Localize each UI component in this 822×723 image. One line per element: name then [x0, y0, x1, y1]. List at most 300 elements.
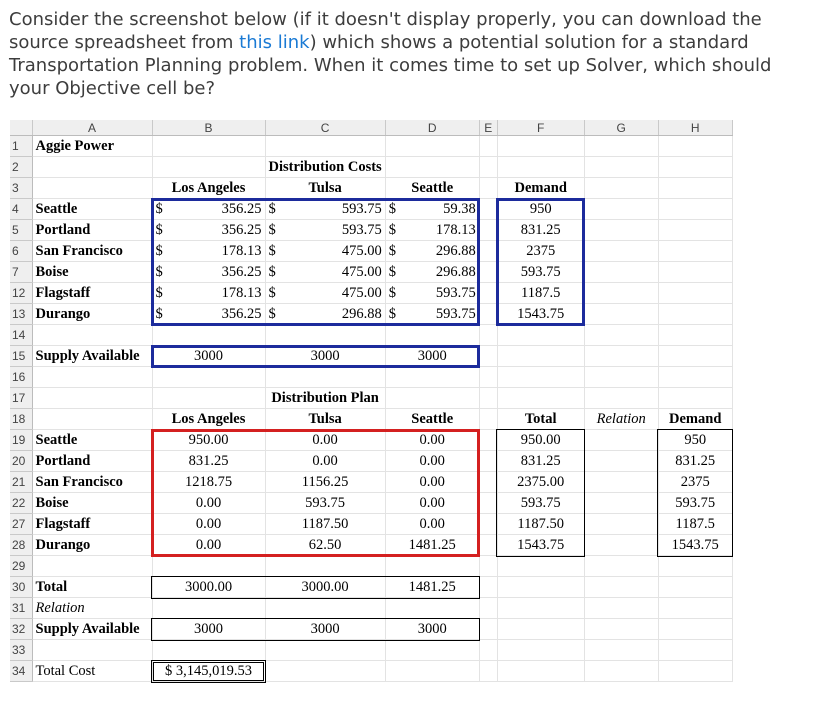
- cell-g32[interactable]: [584, 619, 658, 640]
- cell-c31[interactable]: [265, 598, 385, 619]
- cell-e29[interactable]: [479, 556, 497, 577]
- cell-c19[interactable]: [265, 430, 385, 451]
- cell-value: Flagstaff: [35, 284, 91, 301]
- cell-g16[interactable]: [584, 367, 658, 388]
- cell-c27[interactable]: [265, 514, 385, 535]
- cell-a31[interactable]: [32, 598, 152, 619]
- row-header-33[interactable]: 33: [10, 640, 32, 661]
- cell-value: 1156.25: [301, 473, 349, 490]
- cell-d28[interactable]: [385, 535, 479, 556]
- cell-value: Durango: [35, 305, 91, 322]
- cell-g27[interactable]: [584, 514, 658, 535]
- currency-symbol: $: [388, 305, 396, 322]
- cell-h33[interactable]: [658, 640, 732, 661]
- cell-b29[interactable]: [152, 556, 265, 577]
- row-header-5[interactable]: 5: [10, 220, 32, 241]
- row-header-20[interactable]: 20: [10, 451, 32, 472]
- cell-f2[interactable]: [497, 157, 584, 178]
- cell-f34[interactable]: [497, 661, 584, 682]
- cell-e1[interactable]: [479, 136, 497, 157]
- cell-e17[interactable]: [479, 388, 497, 409]
- cell-value: 1543.75: [671, 536, 719, 553]
- cell-c33[interactable]: [265, 640, 385, 661]
- cell-e13[interactable]: [479, 304, 497, 325]
- sheet-row-2: [10, 157, 732, 178]
- cell-f22[interactable]: [497, 493, 584, 514]
- select-all-corner[interactable]: [10, 120, 32, 136]
- column-header-g[interactable]: G: [584, 120, 658, 136]
- cell-a27[interactable]: [32, 514, 152, 535]
- cell-g17[interactable]: [584, 388, 658, 409]
- cell-h15[interactable]: [658, 346, 732, 367]
- cell-value: 593.75: [520, 494, 561, 511]
- cell-b21[interactable]: [152, 472, 265, 493]
- cell-a6[interactable]: [32, 241, 152, 262]
- cell-d3[interactable]: [385, 178, 479, 199]
- cell-h14[interactable]: [658, 325, 732, 346]
- cell-h3[interactable]: [658, 178, 732, 199]
- cell-c2[interactable]: [265, 157, 385, 178]
- cell-e32[interactable]: [479, 619, 497, 640]
- cell-e28[interactable]: [479, 535, 497, 556]
- cell-c28[interactable]: [265, 535, 385, 556]
- cell-f3[interactable]: [497, 178, 584, 199]
- cell-f29[interactable]: [497, 556, 584, 577]
- currency-value: [156, 306, 262, 323]
- cell-f19[interactable]: [497, 430, 584, 451]
- cell-value: Relation: [596, 410, 646, 427]
- cell-value: Flagstaff: [35, 515, 91, 532]
- row-header-32[interactable]: 32: [10, 619, 32, 640]
- cell-b3[interactable]: [152, 178, 265, 199]
- cell-d2[interactable]: [385, 157, 479, 178]
- cell-g7[interactable]: [584, 262, 658, 283]
- sheet-row-5: [10, 220, 732, 241]
- cell-d5[interactable]: [385, 220, 479, 241]
- cell-c29[interactable]: [265, 556, 385, 577]
- currency-value: [389, 285, 476, 302]
- cell-a14[interactable]: [32, 325, 152, 346]
- cell-a1[interactable]: [32, 136, 152, 157]
- cell-e18[interactable]: [479, 409, 497, 430]
- cell-a22[interactable]: [32, 493, 152, 514]
- cell-g4[interactable]: [584, 199, 658, 220]
- cell-e5[interactable]: [479, 220, 497, 241]
- cell-d6[interactable]: [385, 241, 479, 262]
- cell-g22[interactable]: [584, 493, 658, 514]
- currency-symbol: $: [155, 242, 163, 259]
- cell-h4[interactable]: [658, 199, 732, 220]
- cell-d18[interactable]: [385, 409, 479, 430]
- cell-h20[interactable]: [658, 451, 732, 472]
- cell-c30[interactable]: [265, 577, 385, 598]
- cell-h32[interactable]: [658, 619, 732, 640]
- currency-symbol: $: [388, 221, 396, 238]
- cell-g18[interactable]: [584, 409, 658, 430]
- column-header-c[interactable]: C: [265, 120, 385, 136]
- cell-f28[interactable]: [497, 535, 584, 556]
- cell-c15[interactable]: [265, 346, 385, 367]
- row-header-1[interactable]: 1: [10, 136, 32, 157]
- cell-h1[interactable]: [658, 136, 732, 157]
- cell-d19[interactable]: [385, 430, 479, 451]
- cell-e22[interactable]: [479, 493, 497, 514]
- cell-value: 356.25: [221, 221, 262, 238]
- cell-g29[interactable]: [584, 556, 658, 577]
- cell-b27[interactable]: [152, 514, 265, 535]
- cell-e16[interactable]: [479, 367, 497, 388]
- cell-g19[interactable]: [584, 430, 658, 451]
- cell-c21[interactable]: [265, 472, 385, 493]
- cell-a15[interactable]: [32, 346, 152, 367]
- cell-a19[interactable]: [32, 430, 152, 451]
- currency-symbol: $: [268, 284, 276, 301]
- cell-g15[interactable]: [584, 346, 658, 367]
- sheet-row-31: [10, 598, 732, 619]
- row-header-27[interactable]: 27: [10, 514, 32, 535]
- cell-h21[interactable]: [658, 472, 732, 493]
- cell-f32[interactable]: [497, 619, 584, 640]
- cell-b6[interactable]: [152, 241, 265, 262]
- cell-c3[interactable]: [265, 178, 385, 199]
- cell-c12[interactable]: [265, 283, 385, 304]
- currency-value: [269, 306, 382, 323]
- row-header-4[interactable]: 4: [10, 199, 32, 220]
- column-header-f[interactable]: F: [497, 120, 584, 136]
- cell-b30[interactable]: [152, 577, 265, 598]
- cell-a4[interactable]: [32, 199, 152, 220]
- row-header-13[interactable]: 13: [10, 304, 32, 325]
- cell-f18[interactable]: [497, 409, 584, 430]
- row-header-28[interactable]: 28: [10, 535, 32, 556]
- cell-e7[interactable]: [479, 262, 497, 283]
- currency-value: [389, 264, 476, 281]
- cell-a2[interactable]: [32, 157, 152, 178]
- cell-h18[interactable]: [658, 409, 732, 430]
- cell-g20[interactable]: [584, 451, 658, 472]
- cell-f4[interactable]: [497, 199, 584, 220]
- cell-h5[interactable]: [658, 220, 732, 241]
- cell-d4[interactable]: [385, 199, 479, 220]
- cell-d30[interactable]: [385, 577, 479, 598]
- cell-b15[interactable]: [152, 346, 265, 367]
- cell-a13[interactable]: [32, 304, 152, 325]
- cell-value: Distribution Costs: [268, 158, 382, 175]
- cell-f13[interactable]: [497, 304, 584, 325]
- cell-b2[interactable]: [152, 157, 265, 178]
- cell-e2[interactable]: [479, 157, 497, 178]
- cell-g12[interactable]: [584, 283, 658, 304]
- sheet-row-34: [10, 661, 732, 682]
- source-spreadsheet-link[interactable]: this link: [239, 32, 310, 53]
- cell-b16[interactable]: [152, 367, 265, 388]
- cell-h31[interactable]: [658, 598, 732, 619]
- cell-c4[interactable]: [265, 199, 385, 220]
- cell-f31[interactable]: [497, 598, 584, 619]
- cell-b28[interactable]: [152, 535, 265, 556]
- cell-g6[interactable]: [584, 241, 658, 262]
- question-text-start: Consider the screenshot below (if it doesn't display properly, you can download the source spreadsheet from: [9, 9, 762, 53]
- cell-e15[interactable]: [479, 346, 497, 367]
- sheet-row-21: [10, 472, 732, 493]
- cell-e3[interactable]: [479, 178, 497, 199]
- cell-b31[interactable]: [152, 598, 265, 619]
- cell-f12[interactable]: [497, 283, 584, 304]
- cell-a20[interactable]: [32, 451, 152, 472]
- cell-f1[interactable]: [497, 136, 584, 157]
- cell-value: 475.00: [341, 284, 382, 301]
- cell-f6[interactable]: [497, 241, 584, 262]
- cell-b14[interactable]: [152, 325, 265, 346]
- cell-d15[interactable]: [385, 346, 479, 367]
- cell-h12[interactable]: [658, 283, 732, 304]
- sheet-row-16: [10, 367, 732, 388]
- cell-f16[interactable]: [497, 367, 584, 388]
- cell-value: 59.38: [443, 200, 476, 217]
- cell-a29[interactable]: [32, 556, 152, 577]
- cell-value: 1543.75: [517, 536, 565, 553]
- cell-a12[interactable]: [32, 283, 152, 304]
- sheet-row-6: [10, 241, 732, 262]
- cell-h16[interactable]: [658, 367, 732, 388]
- cell-e12[interactable]: [479, 283, 497, 304]
- sheet-row-28: [10, 535, 732, 556]
- currency-value: [269, 264, 382, 281]
- cell-f33[interactable]: [497, 640, 584, 661]
- cell-a5[interactable]: [32, 220, 152, 241]
- cell-h13[interactable]: [658, 304, 732, 325]
- cell-f30[interactable]: [497, 577, 584, 598]
- cell-g21[interactable]: [584, 472, 658, 493]
- cell-a18[interactable]: [32, 409, 152, 430]
- question-text-end: ) which shows a potential solution for a standard Transportation Planning problem. When it comes time to set up Solver, which should your Objective cell be?: [9, 32, 772, 99]
- cell-value: 1218.75: [184, 473, 233, 490]
- cell-c18[interactable]: [265, 409, 385, 430]
- cell-value: Total: [35, 578, 68, 595]
- cell-f5[interactable]: [497, 220, 584, 241]
- cell-b1[interactable]: [152, 136, 265, 157]
- cell-f21[interactable]: [497, 472, 584, 493]
- cell-e30[interactable]: [479, 577, 497, 598]
- cell-e20[interactable]: [479, 451, 497, 472]
- cell-e14[interactable]: [479, 325, 497, 346]
- cell-c1[interactable]: [265, 136, 385, 157]
- cell-a16[interactable]: [32, 367, 152, 388]
- cell-d16[interactable]: [385, 367, 479, 388]
- cell-b4[interactable]: [152, 199, 265, 220]
- cell-g30[interactable]: [584, 577, 658, 598]
- cell-g13[interactable]: [584, 304, 658, 325]
- cell-f7[interactable]: [497, 262, 584, 283]
- column-header-h[interactable]: H: [658, 120, 732, 136]
- cell-b7[interactable]: [152, 262, 265, 283]
- cell-h6[interactable]: [658, 241, 732, 262]
- sheet-row-13: [10, 304, 732, 325]
- cell-h2[interactable]: [658, 157, 732, 178]
- cell-e21[interactable]: [479, 472, 497, 493]
- row-header-18[interactable]: 18: [10, 409, 32, 430]
- cell-value: 2375: [526, 242, 556, 259]
- cell-f14[interactable]: [497, 325, 584, 346]
- cell-d34[interactable]: [385, 661, 479, 682]
- cell-g33[interactable]: [584, 640, 658, 661]
- cell-g5[interactable]: [584, 220, 658, 241]
- cell-value: Boise: [35, 494, 69, 511]
- cell-value: 0.00: [312, 431, 338, 448]
- row-header-2[interactable]: 2: [10, 157, 32, 178]
- column-header-d[interactable]: D: [385, 120, 479, 136]
- cell-h30[interactable]: [658, 577, 732, 598]
- cell-a34[interactable]: [32, 661, 152, 682]
- column-header-b[interactable]: B: [152, 120, 265, 136]
- cell-e33[interactable]: [479, 640, 497, 661]
- row-header-6[interactable]: 6: [10, 241, 32, 262]
- cell-f27[interactable]: [497, 514, 584, 535]
- cell-b20[interactable]: [152, 451, 265, 472]
- cell-c32[interactable]: [265, 619, 385, 640]
- cell-c7[interactable]: [265, 262, 385, 283]
- cell-d33[interactable]: [385, 640, 479, 661]
- cell-value: 0.00: [195, 536, 222, 553]
- cell-b34[interactable]: [152, 661, 265, 682]
- cell-b19[interactable]: [152, 430, 265, 451]
- cell-a33[interactable]: [32, 640, 152, 661]
- cell-b13[interactable]: [152, 304, 265, 325]
- cell-value: 296.88: [435, 242, 476, 259]
- cell-e19[interactable]: [479, 430, 497, 451]
- cell-e4[interactable]: [479, 199, 497, 220]
- sheet-row-3: [10, 178, 732, 199]
- row-header-21[interactable]: 21: [10, 472, 32, 493]
- cell-b12[interactable]: [152, 283, 265, 304]
- column-header-e[interactable]: E: [479, 120, 497, 136]
- cell-d20[interactable]: [385, 451, 479, 472]
- cell-d12[interactable]: [385, 283, 479, 304]
- row-header-29[interactable]: 29: [10, 556, 32, 577]
- cell-b5[interactable]: [152, 220, 265, 241]
- cell-d31[interactable]: [385, 598, 479, 619]
- row-header-15[interactable]: 15: [10, 346, 32, 367]
- cell-c22[interactable]: [265, 493, 385, 514]
- cell-c16[interactable]: [265, 367, 385, 388]
- cell-b32[interactable]: [152, 619, 265, 640]
- cell-a30[interactable]: [32, 577, 152, 598]
- cell-c6[interactable]: [265, 241, 385, 262]
- row-header-16[interactable]: 16: [10, 367, 32, 388]
- currency-symbol: $: [388, 284, 396, 301]
- cell-h19[interactable]: [658, 430, 732, 451]
- cell-value: 0.00: [195, 515, 222, 532]
- cell-d7[interactable]: [385, 262, 479, 283]
- currency-symbol: $: [155, 200, 163, 217]
- row-header-22[interactable]: 22: [10, 493, 32, 514]
- cell-d22[interactable]: [385, 493, 479, 514]
- cell-h7[interactable]: [658, 262, 732, 283]
- row-header-7[interactable]: 7: [10, 262, 32, 283]
- row-header-12[interactable]: 12: [10, 283, 32, 304]
- row-header-30[interactable]: 30: [10, 577, 32, 598]
- cell-h34[interactable]: [658, 661, 732, 682]
- cell-h22[interactable]: [658, 493, 732, 514]
- cell-f20[interactable]: [497, 451, 584, 472]
- cell-h29[interactable]: [658, 556, 732, 577]
- cell-c13[interactable]: [265, 304, 385, 325]
- sheet-row-29: [10, 556, 732, 577]
- cell-value: 0.00: [419, 494, 445, 511]
- cell-g1[interactable]: [584, 136, 658, 157]
- cell-value: 2375.00: [517, 473, 565, 490]
- cell-d32[interactable]: [385, 619, 479, 640]
- cell-c14[interactable]: [265, 325, 385, 346]
- cell-d14[interactable]: [385, 325, 479, 346]
- cell-g14[interactable]: [584, 325, 658, 346]
- cell-b33[interactable]: [152, 640, 265, 661]
- cell-f15[interactable]: [497, 346, 584, 367]
- cell-value: 593.75: [675, 494, 716, 511]
- cell-value: $ 3,145,019.53: [165, 662, 252, 679]
- row-header-3[interactable]: 3: [10, 178, 32, 199]
- cell-c34[interactable]: [265, 661, 385, 682]
- cell-c20[interactable]: [265, 451, 385, 472]
- currency-symbol: $: [388, 263, 396, 280]
- cell-a17[interactable]: [32, 388, 152, 409]
- cell-a3[interactable]: [32, 178, 152, 199]
- cell-a32[interactable]: [32, 619, 152, 640]
- cell-g2[interactable]: [584, 157, 658, 178]
- cell-e6[interactable]: [479, 241, 497, 262]
- row-header-34[interactable]: 34: [10, 661, 32, 682]
- row-header-31[interactable]: 31: [10, 598, 32, 619]
- cell-value: 475.00: [341, 242, 382, 259]
- cell-c17[interactable]: [265, 388, 385, 409]
- cell-h17[interactable]: [658, 388, 732, 409]
- cell-d17[interactable]: [385, 388, 479, 409]
- row-header-19[interactable]: 19: [10, 430, 32, 451]
- column-header-a[interactable]: A: [32, 120, 152, 136]
- cell-f17[interactable]: [497, 388, 584, 409]
- cell-d21[interactable]: [385, 472, 479, 493]
- cell-a21[interactable]: [32, 472, 152, 493]
- cell-value: 593.75: [435, 305, 476, 322]
- cell-b18[interactable]: [152, 409, 265, 430]
- row-header-17[interactable]: 17: [10, 388, 32, 409]
- cell-b17[interactable]: [152, 388, 265, 409]
- cell-d1[interactable]: [385, 136, 479, 157]
- cell-e27[interactable]: [479, 514, 497, 535]
- cell-a7[interactable]: [32, 262, 152, 283]
- cell-e31[interactable]: [479, 598, 497, 619]
- cell-value: Total Cost: [35, 662, 96, 679]
- cell-d27[interactable]: [385, 514, 479, 535]
- cell-a28[interactable]: [32, 535, 152, 556]
- cell-g3[interactable]: [584, 178, 658, 199]
- cell-value: 0.00: [195, 494, 222, 511]
- cell-g28[interactable]: [584, 535, 658, 556]
- cell-g31[interactable]: [584, 598, 658, 619]
- cell-b22[interactable]: [152, 493, 265, 514]
- cell-value: 0.00: [419, 431, 445, 448]
- cell-e34[interactable]: [479, 661, 497, 682]
- cell-value: 3000: [194, 620, 223, 637]
- cell-d13[interactable]: [385, 304, 479, 325]
- row-header-14[interactable]: 14: [10, 325, 32, 346]
- cell-d29[interactable]: [385, 556, 479, 577]
- cell-h28[interactable]: [658, 535, 732, 556]
- cell-h27[interactable]: [658, 514, 732, 535]
- currency-value: [156, 285, 262, 302]
- cell-c5[interactable]: [265, 220, 385, 241]
- cell-g34[interactable]: [584, 661, 658, 682]
